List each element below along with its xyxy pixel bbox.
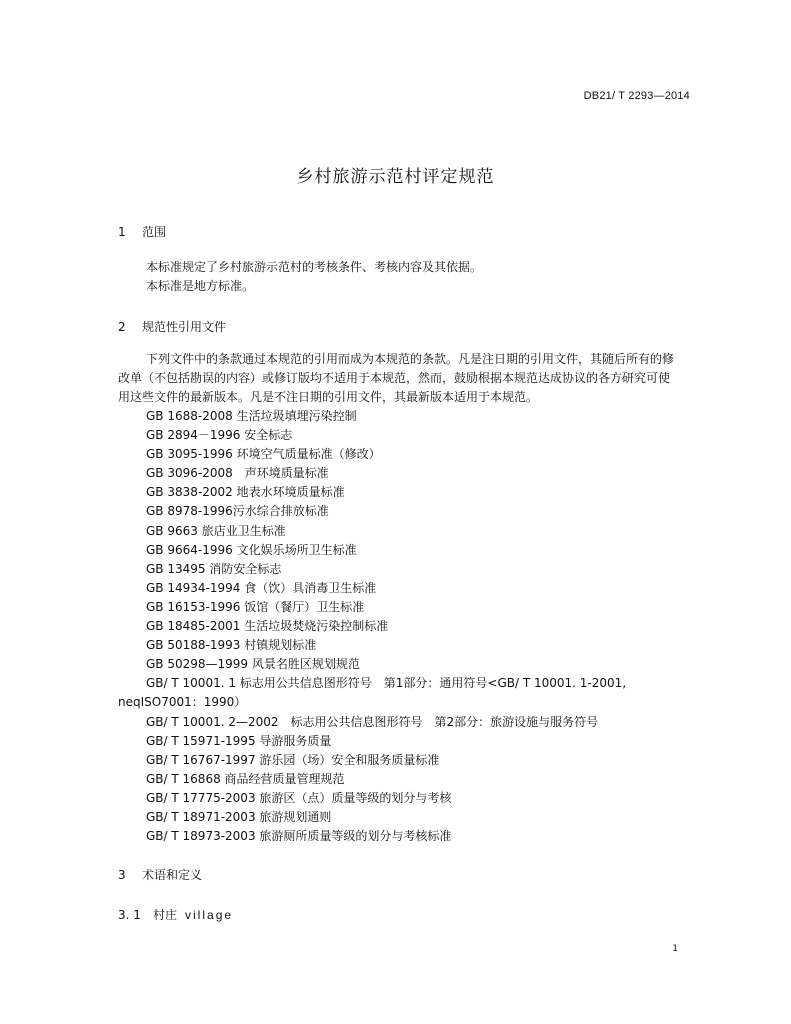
scope-line: 本标准是地方标准。 — [146, 279, 255, 293]
reference-item: GB 50298—1999 风景名胜区规划规范 — [146, 657, 360, 672]
reference-item: GB 3095-1996 环境空气质量标准（修改） — [146, 447, 381, 462]
standard-code: DB21/ T 2293—2014 — [583, 90, 690, 102]
section-title: 规范性引用文件 — [142, 320, 227, 334]
page-number: 1 — [672, 944, 678, 954]
reference-item: GB 3096-2008 声环境质量标准 — [146, 466, 329, 481]
reference-item: GB/ T 18971-2003 旅游规划通则 — [146, 809, 332, 824]
term-name: 村庄 — [153, 908, 178, 922]
reference-list — [118, 407, 686, 846]
reference-item: GB 50188-1993 村镇规划标准 — [146, 638, 317, 653]
scope-body — [146, 258, 482, 296]
reference-item: GB/ T 10001. 2—2002 标志用公共信息图形符号 第2部分：旅游设施与服务符号 — [146, 714, 599, 729]
reference-item: GB/ T 15971-1995 导游服务质量 — [146, 733, 332, 748]
reference-item: GB/ T 10001. 1 标志用公共信息图形符号 第1部分：通用符号<GB/ T 10001. 1-2001, neqISO7001：1990） — [118, 676, 627, 710]
reference-item: GB 14934-1994 食（饮）具消毒卫生标准 — [146, 580, 377, 595]
section-number: 1 — [118, 225, 126, 239]
reference-item: GB 9664-1996 文化娱乐场所卫生标准 — [146, 542, 357, 557]
reference-item: GB 3838-2002 地表水环境质量标准 — [146, 485, 345, 500]
section-title: 范围 — [142, 225, 167, 239]
reference-item: GB 9663 旅店业卫生标准 — [146, 523, 286, 538]
term-name-english: village — [185, 908, 234, 922]
section-2-heading — [118, 318, 226, 335]
section-number: 2 — [118, 320, 126, 334]
refs-intro-paragraph — [118, 350, 678, 407]
reference-item: GB/ T 18973-2003 旅游厕所质量等级的划分与考核标准 — [146, 829, 452, 844]
reference-item: GB 18485-2001 生活垃圾焚烧污染控制标准 — [146, 619, 389, 634]
section-3-heading — [118, 866, 202, 883]
reference-item: GB 8978-1996污水综合排放标准 — [146, 504, 329, 519]
section-1-heading — [118, 223, 166, 240]
document-title: 乡村旅游示范村评定规范 — [296, 167, 495, 187]
reference-item: GB/ T 16868 商品经营质量管理规范 — [146, 771, 345, 786]
refs-intro-text: 下列文件中的条款通过本规范的引用而成为本规范的条款。凡是注日期的引用文件，其随后所有的修改单（不包括勘误的内容）或修订版均不适用于本规范，然而，鼓励根据本规范达成协议的各方研究可使用这些文件的最新版本。凡是不注日期的引用文件，其最新版本适用于本规范。 — [118, 352, 675, 404]
scope-line: 本标准规定了乡村旅游示范村的考核条件、考核内容及其依据。 — [146, 260, 483, 274]
reference-item: GB 13495 消防安全标志 — [146, 561, 282, 576]
term-entry — [118, 906, 233, 923]
section-number: 3 — [118, 868, 126, 882]
reference-item: GB/ T 17775-2003 旅游区（点）质量等级的划分与考核 — [146, 790, 452, 805]
reference-item: GB/ T 16767-1997 游乐园（场）安全和服务质量标准 — [146, 752, 440, 767]
reference-item: GB 16153-1996 饭馆（餐厅）卫生标准 — [146, 599, 365, 614]
reference-item: GB 1688-2008 生活垃圾填埋污染控制 — [146, 409, 357, 423]
term-number: 3. 1 — [118, 908, 141, 922]
section-title: 术语和定义 — [142, 868, 203, 882]
reference-item: GB 2894－1996 安全标志 — [146, 428, 293, 443]
